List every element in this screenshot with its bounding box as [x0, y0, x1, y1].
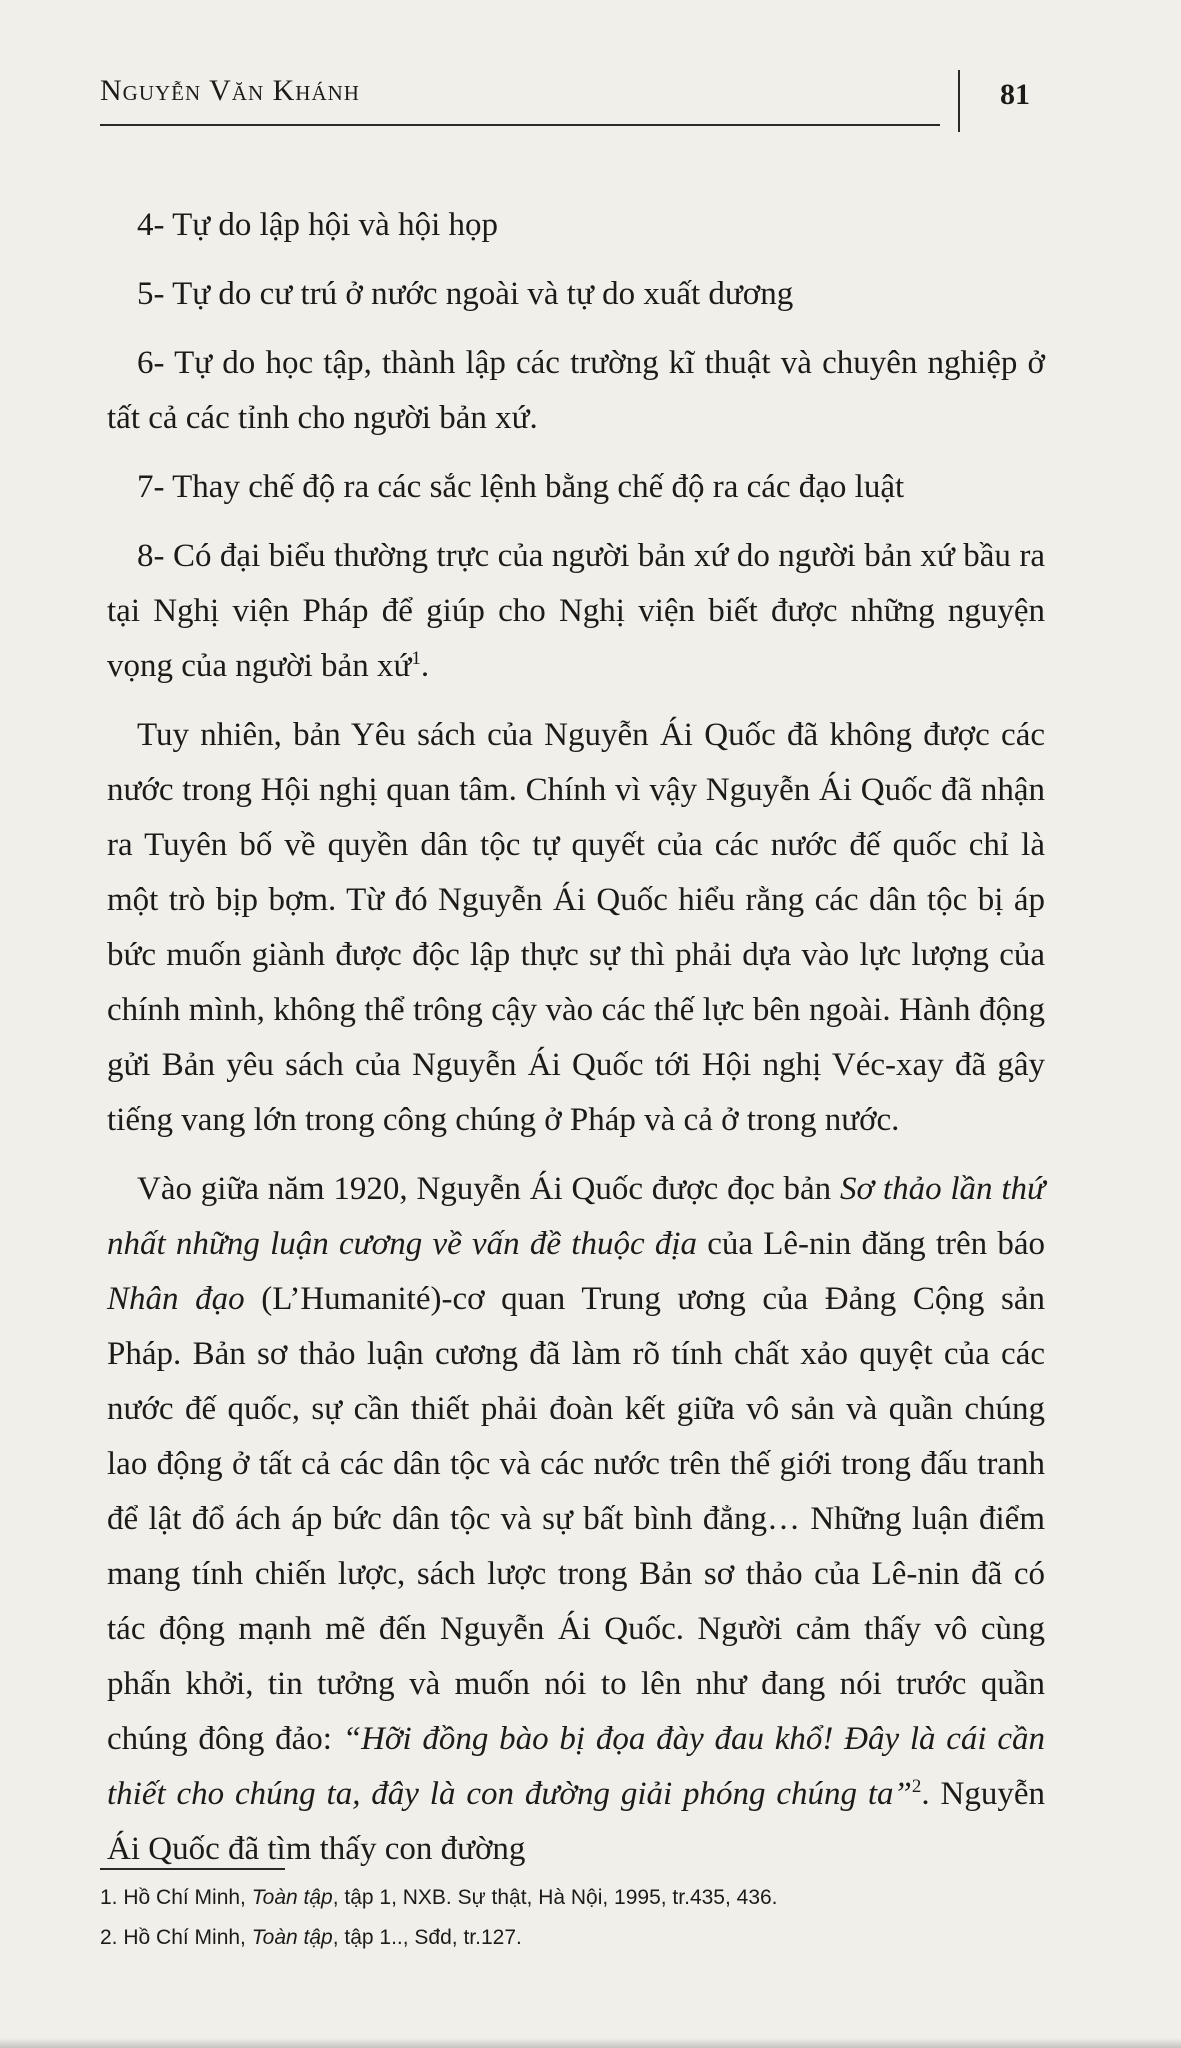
footnote-ref-1: 1: [411, 648, 421, 669]
list-item-4: 4- Tự do lập hội và hội họp: [137, 207, 498, 243]
paragraph-so-thao: [107, 1162, 1045, 1877]
header-separator: [958, 70, 960, 132]
footnote-ref-2: 2: [911, 1776, 922, 1797]
paragraph-yeu-sach-text: Tuy nhiên, bản Yêu sách của Nguyễn Ái Quốc đã không được các nước trong Hội nghị quan tâm. Chính vì vậy Nguyễn Ái Quốc đã nhận ra Tuyên bố về quyền dân tộc tự quyết của các nước đế quốc chỉ là một trò bịp bợm. Từ đó Nguyễn Ái Quốc hiểu rằng các dân tộc bị áp bức muốn giành được độc lập thực sự thì phải dựa vào lực lượng của chính mình, không thể trông cậy vào các thế lực bên ngoài. Hành động gửi Bản yêu sách của Nguyễn Ái Quốc tới Hội nghị Véc-xay đã gây tiếng vang lớn trong công chúng ở Pháp và cả ở trong nước.: [107, 717, 1045, 1138]
page-number: 81: [1000, 78, 1030, 111]
footnote-1-title: Toàn tập: [251, 1886, 333, 1909]
paragraph-yeu-sach: [107, 708, 1045, 1148]
paragraph-so-thao-part-e: (L’Humanité)-cơ quan Trung ương của Đảng Cộng sản Pháp. Bản sơ thảo luận cương đã làm rõ tính chất xảo quyệt của các nước đế quốc, sự cần thiết phải đoàn kết giữa vô sản và quần chúng lao động ở tất cả các dân tộc và các nước trên thế giới trong đấu tranh để lật đổ ách áp bức dân tộc và sự bất bình đẳng… Những luận điểm mang tính chiến lược, sách lược trong Bản sơ thảo của Lê-nin đã có tác động mạnh mẽ đến Nguyễn Ái Quốc. Người cảm thấy vô cùng phấn khởi, tin tưởng và muốn nói to lên như đang nói trước quần chúng đông đảo:: [107, 1281, 1045, 1757]
title-so-thao: Sơ thảo lần thứ nhất những luận cương về vấn đề thuộc địa: [107, 1171, 1045, 1262]
footnote-2-author: 2. Hồ Chí Minh,: [100, 1926, 252, 1949]
title-nhan-dao: Nhân đạo: [107, 1281, 245, 1317]
footnote-1-details: , tập 1, NXB. Sự thật, Hà Nội, 1995, tr.435, 436.: [332, 1886, 778, 1909]
footnote-2-title: Toàn tập: [251, 1926, 333, 1949]
footnote-rule: [100, 1868, 285, 1870]
body-text: [107, 198, 1045, 1891]
footnote-2: [100, 1918, 1040, 1958]
page-edge-shadow: [0, 2038, 1181, 2048]
footnote-1: [100, 1878, 1040, 1918]
footnote-1-author: 1. Hồ Chí Minh,: [100, 1886, 252, 1909]
header-rule: [100, 124, 940, 126]
list-item-8: 8- Có đại biểu thường trực của người bản xứ do người bản xứ bầu ra tại Nghị viện Pháp để giúp cho Nghị viện biết được những nguyện vọng của người bản xứ$^1$.: [107, 538, 1045, 684]
list-item-7: 7- Thay chế độ ra các sắc lệnh bằng chế độ ra các đạo luật: [137, 469, 905, 505]
footnote-2-details: , tập 1.., Sđd, tr.127.: [332, 1926, 522, 1949]
paragraph-so-thao-part-c: của Lê-nin đăng trên báo: [697, 1226, 1045, 1262]
list-item-5: 5- Tự do cư trú ở nước ngoài và tự do xuất dương: [137, 276, 794, 312]
list-item-8-text: 8- Có đại biểu thường trực của người bản xứ do người bản xứ bầu ra tại Nghị viện Pháp để giúp cho Nghị viện biết được những nguyện vọng của người bản xứ: [107, 538, 1045, 684]
paragraph-so-thao-part-a: Vào giữa năm 1920, Nguyễn Ái Quốc được đọc bản: [137, 1171, 840, 1207]
list-item-6: [107, 336, 1045, 446]
paragraph-so-thao-part-g: . Nguyễn Ái Quốc đã tìm thấy con đường: [107, 1776, 1045, 1867]
footnotes: [100, 1878, 1040, 1958]
running-header-author: Nguyễn Văn Khánh: [100, 74, 360, 107]
quote-hoi-dong-bao: “Hỡi đồng bào bị đọa đày đau khổ! Đây là cái cần thiết cho chúng ta, đây là con đường giải phóng chúng ta”: [107, 1721, 1045, 1812]
list-item-6-text: 6- Tự do học tập, thành lập các trường kĩ thuật và chuyên nghiệp ở tất cả các tỉnh cho người bản xứ.: [107, 345, 1045, 436]
